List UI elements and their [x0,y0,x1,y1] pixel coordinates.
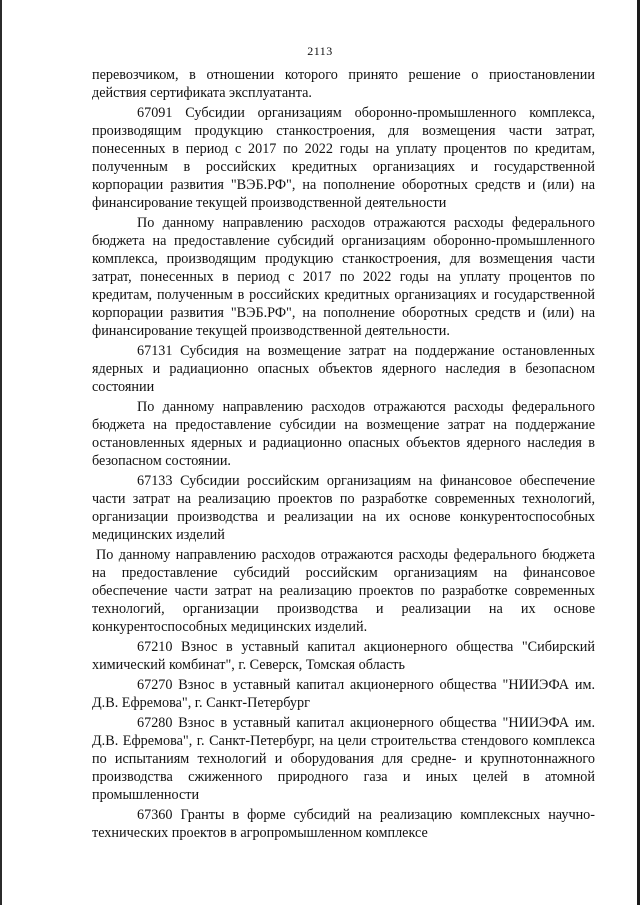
heading-67131: 67131 Субсидия на возмещение затрат на поддержание остановленных ядерных и радиационно опасных объектов ядерного наследия в безопасном состоянии [92,343,595,395]
paragraph-continuation: перевозчиком, в отношении которого принято решение о приостановлении действия сертификата эксплуатанта. [92,67,595,101]
heading-67270: 67270 Взнос в уставный капитал акционерного общества "НИИЭФА им. Д.В. Ефремова", г. Санкт-Петербург [92,677,595,711]
heading-67133: 67133 Субсидии российским организациям на финансовое обеспечение части затрат на реализацию проектов по разработке современных технологий, организации производства и реализации на их основе конкурентоспособных медицинских изделий [92,473,595,543]
scan-left-edge [0,0,2,905]
page-number: 2113 [307,44,333,58]
heading-67280: 67280 Взнос в уставный капитал акционерного общества "НИИЭФА им. Д.В. Ефремова", г. Санкт-Петербург, на цели строительства стендового комплекса по испытаниям технологий и оборудования для средне- и крупнотоннажного производства сжиженного природного газа и иных целей в атомной промышленности [92,715,595,803]
paragraph-67133-description: По данному направлению расходов отражаются расходы федерального бюджета на предоставление субсидий российским организациям на финансовое обеспечение части затрат на реализацию проектов по разработке современных технологий, организации производства и реализации на их основе конкурентоспособных медицинских изделий. [92,547,595,635]
paragraph-67091-description: По данному направлению расходов отражаются расходы федерального бюджета на предоставление субсидий организациям оборонно-промышленного комплекса, производящим продукцию станкостроения, для возмещения части затрат, понесенных в период с 2017 по 2022 годы на уплату процентов по кредитам, полученным в российских кредитных организациях и государственной корпорации развития "ВЭБ.РФ", на пополнение оборотных средств и (или) на финансирование текущей производственной деятельности. [92,215,595,339]
heading-67210: 67210 Взнос в уставный капитал акционерного общества "Сибирский химический комбинат", г. Северск, Томская область [92,639,595,673]
paragraph-67131-description: По данному направлению расходов отражаются расходы федерального бюджета на предоставление субсидии на возмещение затрат на поддержание остановленных ядерных и радиационно опасных объектов ядерного наследия в безопасном состоянии. [92,399,595,469]
heading-67091: 67091 Субсидии организациям оборонно-промышленного комплекса, производящим продукцию станкостроения, для возмещения части затрат, понесенных в период с 2017 по 2022 годы на уплату процентов по кредитам, полученным в российских кредитных организациях и государственной корпорации развития "ВЭБ.РФ", на пополнение оборотных средств и (или) на финансирование текущей производственной деятельности [92,105,595,211]
document-body [92,66,595,842]
heading-67360: 67360 Гранты в форме субсидий на реализацию комплексных научно-технических проектов в агропромышленном комплексе [92,807,595,841]
